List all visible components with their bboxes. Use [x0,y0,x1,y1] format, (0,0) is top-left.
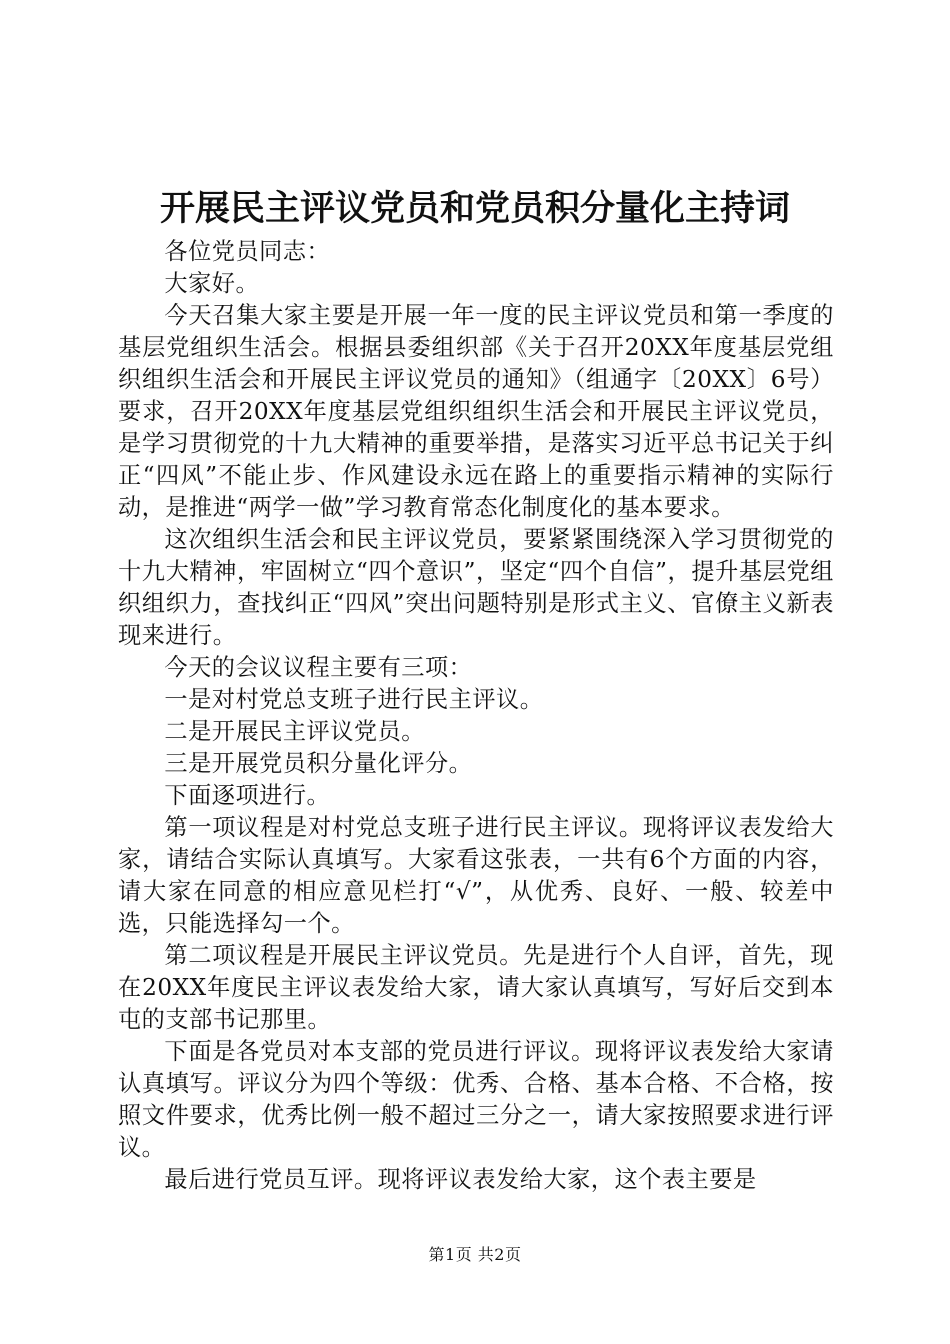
paragraph-mutual-review: 最后进行党员互评。现将评议表发给大家，这个表主要是 [164,1166,757,1193]
paragraph-agenda-item-2: 二是开展民主评议党员。 [164,718,425,745]
paragraph-item-2-detail: 第二项议程是开展民主评议党员。先是进行个人自评，首先，现在20XX年度民主评议表发给大家，请大家认真填写，写好后交到本屯的支部书记那里。 [118,942,834,1033]
document-title: 开展民主评议党员和党员积分量化主持词 [159,189,790,229]
paragraph-hello: 大家好。 [164,270,260,297]
paragraph-greeting: 各位党员同志： [164,238,331,265]
paragraph-agenda-item-1: 一是对村党总支班子进行民主评议。 [164,686,544,713]
paragraph-purpose: 今天召集大家主要是开展一年一度的民主评议党员和第一季度的基层党组织生活会。根据县委组织部《关于召开20XX年度基层党组织组织生活会和开展民主评议党员的通知》（组通字〔20XX〕6号）要求，召开20XX年度基层党组织组织生活会和开展民主评议党员，是学习贯彻党的十九大精神的重要举措，是落实习近平总书记关于纠正“四风”不能止步、作风建设永远在路上的重要指示精神的实际行动，是推进“两学一做”学习教育常态化制度化的基本要求。 [118,302,834,521]
paragraph-agenda-intro: 今天的会议议程主要有三项： [164,654,473,681]
paragraph-focus: 这次组织生活会和民主评议党员，要紧紧围绕深入学习贯彻党的十九大精神，牢固树立“四个意识”，坚定“四个自信”，提升基层党组织组织力，查找纠正“四风”突出问题特别是形式主义、官僚主义新表现来进行。 [118,526,834,649]
document-body [118,236,834,1196]
paragraph-proceed: 下面逐项进行。 [164,782,331,809]
paragraph-agenda-item-3: 三是开展党员积分量化评分。 [164,750,473,777]
page-footer: 第1页 共2页 [428,1245,522,1264]
paragraph-peer-review: 下面是各党员对本支部的党员进行评议。现将评议表发给大家请认真填写。评议分为四个等级：优秀、合格、基本合格、不合格，按照文件要求，优秀比例一般不超过三分之一，请大家按照要求进行评议。 [118,1038,834,1161]
paragraph-item-1-detail: 第一项议程是对村党总支班子进行民主评议。现将评议表发给大家，请结合实际认真填写。大家看这张表，一共有6个方面的内容，请大家在同意的相应意见栏打“√”，从优秀、良好、一般、较差中选，只能选择勾一个。 [118,814,834,937]
